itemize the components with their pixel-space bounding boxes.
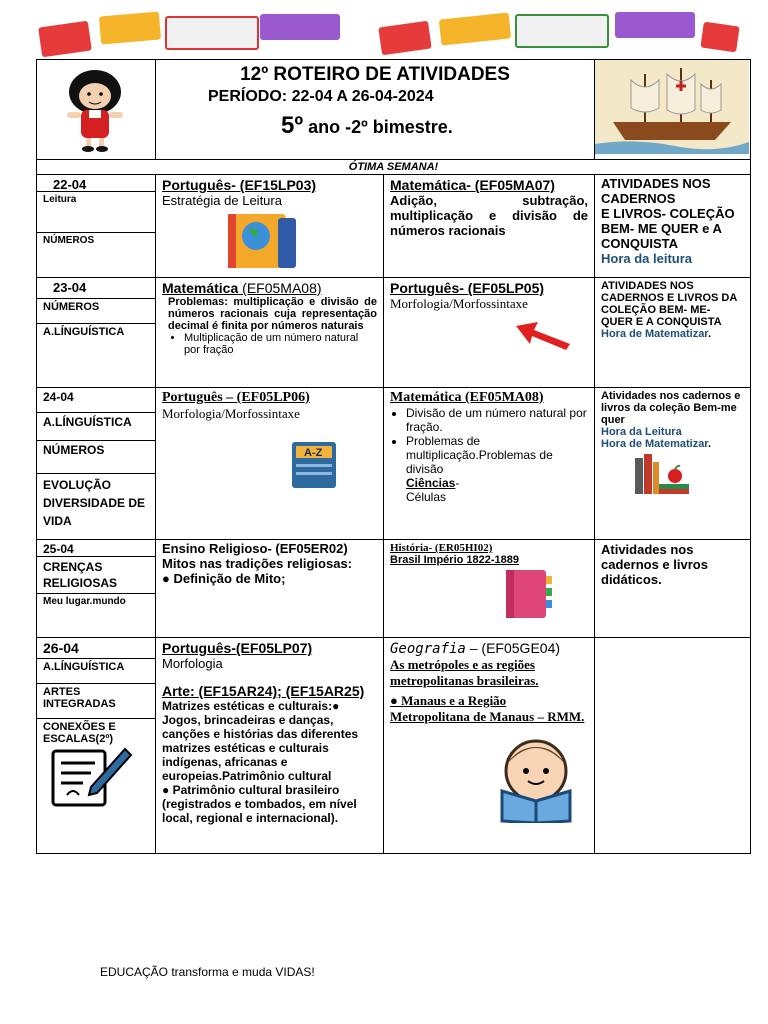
notebook-icon	[384, 566, 595, 622]
activity-cell	[384, 175, 595, 278]
bullet-item: • Divisão de um número natural por fração.	[406, 406, 588, 434]
notes-cell	[595, 175, 751, 278]
logo-cell	[37, 60, 156, 160]
day-date: 25-04	[37, 540, 155, 557]
subject-title: Matemática (EF05MA08)	[162, 280, 322, 296]
activity-text: Adição, subtração, multiplicação e divisão de números racionais	[390, 193, 588, 238]
activity-text: As metrópoles e as regiões metropolitanas brasileiras.	[390, 657, 539, 688]
bullet-item: ● Patrimônio cultural brasileiro (registrados e tombados, em nível local, regional e internacional).	[162, 783, 357, 825]
activity-cell	[156, 638, 384, 854]
activity-text: Morfologia	[162, 656, 223, 671]
notes-cell	[595, 540, 751, 638]
header-title-cell	[156, 60, 595, 160]
footer-motto: EDUCAÇÃO transforma e muda VIDAS!	[100, 965, 315, 979]
contract-pen-icon	[37, 747, 156, 809]
activity-cell	[156, 278, 384, 388]
notes-text: Atividades nos cadernos e livros didáticos.	[601, 542, 708, 587]
subject-title: Português- (EF15LP03)	[162, 177, 317, 193]
activity-cell	[156, 388, 384, 540]
activity-text: Problemas: multiplicação e divisão de números racionais cuja representação decimal é finita por números naturais	[168, 296, 377, 332]
notes-text: Atividades nos cadernos e livros da coleção Bem-me quer	[601, 390, 741, 426]
day-cell-22-04	[37, 175, 156, 278]
books-banner	[30, 10, 742, 58]
page-title: 12º ROTEIRO DE ATIVIDADES	[240, 64, 510, 85]
day-date: 26-04	[37, 638, 155, 659]
notes-cell	[595, 388, 751, 540]
dictionary-icon	[156, 422, 384, 492]
subject-title: Arte: (EF15AR24); (EF15AR25)	[162, 683, 365, 699]
activity-text: Morfologia/Morfossintaxe	[390, 296, 528, 311]
activity-cell	[384, 278, 595, 388]
caravel-ship-icon	[595, 60, 749, 154]
period-text: PERÍODO: 22-04 A 26-04-2024	[208, 88, 434, 105]
topic-label: NÚMEROS	[37, 441, 155, 474]
subject-title: Geografia – (EF05GE04)	[390, 640, 561, 657]
sub-subject: Ciências-	[406, 476, 460, 490]
notes-cell	[595, 638, 751, 854]
activity-cell	[384, 638, 595, 854]
day-date: 22-04	[53, 177, 87, 192]
notes-text: ATIVIDADES NOS CADERNOS	[601, 176, 711, 206]
girl-character-icon	[37, 60, 156, 154]
bullet-item: • Problemas de multiplicação.Problemas de divisão	[406, 434, 588, 476]
topic-label: A.LÍNGUÍSTICA	[37, 413, 155, 441]
notes-cell	[595, 278, 751, 388]
globe-book-icon	[156, 208, 384, 272]
reading-hour-label: Hora da leitura	[601, 251, 693, 266]
activity-cell	[384, 540, 595, 638]
bullet-item: ● Definição de Mito;	[162, 571, 286, 586]
activity-cell	[384, 388, 595, 540]
red-arrow-icon	[384, 312, 595, 352]
topic-label: Leitura	[37, 192, 155, 233]
topic-label: EVOLUÇÃO DIVERSIDADE DE VIDA	[43, 478, 146, 528]
ship-cell	[595, 60, 751, 160]
day-cell-24-04	[37, 388, 156, 540]
books-apple-icon	[595, 450, 751, 496]
day-cell-23-04	[37, 278, 156, 388]
subject-title: Ensino Religioso- (EF05ER02)	[162, 541, 348, 556]
reading-child-icon	[384, 725, 595, 823]
day-date: 24-04	[37, 388, 155, 413]
topic-label: CRENÇAS RELIGIOSAS	[37, 557, 155, 594]
activity-text: ● Manaus e a Região Metropolitana de Manaus – RMM.	[390, 693, 585, 724]
notes-text: ATIVIDADES NOS CADERNOS E LIVROS DA COLEÇÃO BEM- ME- QUER E A CONQUISTA	[601, 280, 737, 328]
topic-label: CONEXÕES E ESCALAS(2º)	[43, 721, 116, 745]
day-cell-26-04	[37, 638, 156, 854]
topic-label: A.LÍNGUÍSTICA	[43, 326, 125, 338]
activity-text: Brasil Império 1822-1889	[390, 554, 520, 566]
day-date: 23-04	[53, 280, 87, 295]
activity-text: Células	[406, 490, 447, 504]
subject-title: História- (ER05HI02)	[390, 542, 493, 554]
subject-title: Português- (EF05LP05)	[390, 280, 545, 296]
topic-label: NÚMEROS	[37, 299, 155, 324]
week-message: ÓTIMA SEMANA!	[37, 160, 751, 175]
activity-text: Mitos nas tradições religiosas:	[162, 556, 353, 571]
math-hour-label: Hora de Matematizar.	[601, 438, 712, 450]
reading-hour-label: Hora da Leitura	[601, 426, 682, 438]
notes-text: E LIVROS- COLEÇÃO BEM- ME QUER e A CONQUISTA	[601, 206, 735, 251]
subject-title: Matemática- (EF05MA07)	[390, 177, 555, 193]
topic-label: Meu lugar.mundo	[43, 596, 126, 607]
activity-cell	[156, 175, 384, 278]
grade-text: 5º ano -2º bimestre.	[281, 112, 453, 139]
subject-title: Matemática (EF05MA08)	[390, 390, 544, 405]
activity-text: Morfologia/Morfossintaxe	[162, 406, 300, 421]
activity-cell	[156, 540, 384, 638]
bullet-item: • Multiplicação de um número natural por fração	[184, 332, 377, 356]
activities-table	[36, 59, 751, 854]
topic-label: ARTES INTEGRADAS	[37, 684, 155, 719]
day-cell-25-04	[37, 540, 156, 638]
activity-text: Estratégia de Leitura	[162, 193, 282, 208]
svg-text:A-Z: A-Z	[304, 447, 323, 459]
activity-text: Matrizes estéticas e culturais:● Jogos, brincadeiras e danças, canções e histórias das diferentes matrizes estéticas e culturais indígenas, africanas e europeias.Patrimônio cultural	[162, 699, 359, 783]
topic-label: NÚMEROS	[43, 235, 95, 246]
subject-title: Português – (EF05LP06)	[162, 390, 310, 405]
subject-title: Português-(EF05LP07)	[162, 640, 313, 656]
topic-label: A.LÍNGUÍSTICA	[37, 659, 155, 684]
math-hour-label: Hora de Matematizar.	[601, 328, 712, 340]
